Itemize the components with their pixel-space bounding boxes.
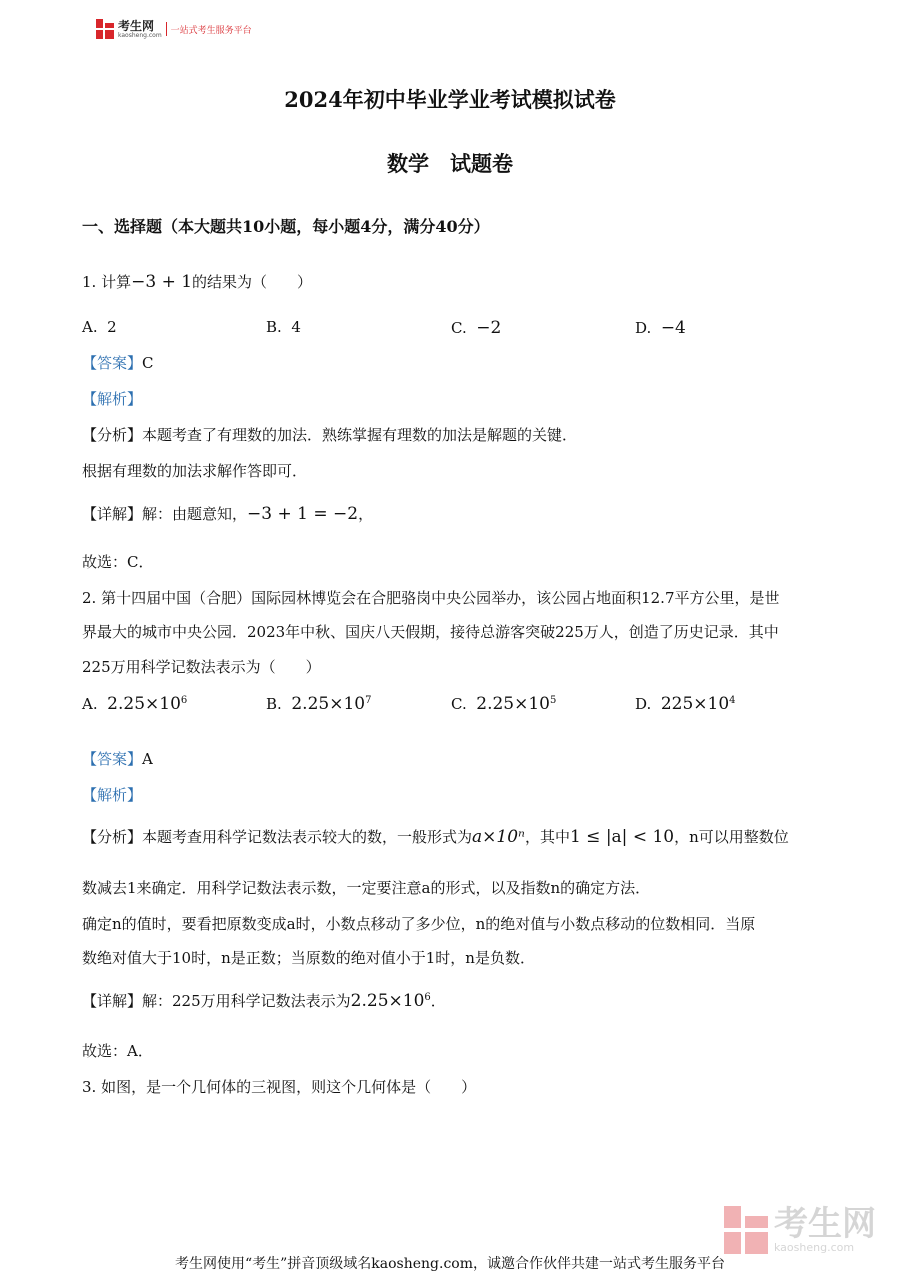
brand-domain: kaosheng.com xyxy=(118,31,162,39)
question-2-option-d: D. $225\times 10^4$ xyxy=(635,694,736,714)
watermark-logo-icon xyxy=(724,1206,768,1254)
question-2-option-c: C. $2.25\times 10^5$ xyxy=(451,694,557,714)
question-1-option-c: C. −2 xyxy=(451,318,502,338)
question-1-conclusion: 故选：C． xyxy=(82,553,154,571)
question-2-line-2: 界最大的城市中央公园．2023年中秋、国庆八天假期，接待总游客突破225万人，创造了历史记录．其中 xyxy=(82,623,779,641)
question-2-analysis-line-b: 数减去1来确定．用科学记数法表示数，一定要注意a的形式，以及指数n的确定方法． xyxy=(82,879,651,897)
logo-divider xyxy=(166,22,167,36)
watermark-name: 考生网 xyxy=(774,1203,876,1244)
question-1-answer: 【答案】C xyxy=(82,354,154,372)
question-2-analysis: 【分析】本题考查用科学记数法表示较大的数，一般形式为a×10ⁿ，其中1 ≤ |a| < 10，n可以用整数位 xyxy=(82,827,789,847)
question-1-analysis-tag: 【解析】 xyxy=(82,390,143,408)
question-3-stem: 3. 如图，是一个几何体的三视图，则这个几何体是（ ） xyxy=(82,1078,477,1096)
brand-slogan: 一站式考生服务平台 xyxy=(170,25,252,36)
brand-logo-icon xyxy=(96,19,114,39)
question-1-detail: 【详解】解：由题意知，−3 + 1 = −2， xyxy=(82,504,374,524)
question-1-option-a: A. 2 xyxy=(82,318,117,336)
question-1-analysis-line2: 根据有理数的加法求解作答即可． xyxy=(82,462,308,480)
question-2-detail: 【详解】解：225万用科学记数法表示为$2.25\times 10^6$． xyxy=(82,991,446,1011)
header-logo xyxy=(96,18,252,40)
question-2-analysis-line-c: 确定n的值时，要看把原数变成a时，小数点移动了多少位，n的绝对值与小数点移动的位数相同．当原 xyxy=(82,915,756,933)
question-2-conclusion: 故选：A． xyxy=(82,1042,153,1060)
question-2-line-1: 2. 第十四届中国（合肥）国际园林博览会在合肥骆岗中央公园举办，该公园占地面积12.7平方公里，是世 xyxy=(82,589,780,607)
question-1-option-d: D. −4 xyxy=(635,318,686,338)
question-1-option-b: B. 4 xyxy=(266,318,301,336)
question-2-answer: 【答案】A xyxy=(82,750,153,768)
question-1-analysis: 【分析】本题考查了有理数的加法．熟练掌握有理数的加法是解题的关键． xyxy=(82,426,578,444)
question-2-line-3: 225万用科学记数法表示为（ ） xyxy=(82,658,321,676)
question-1-stem: 1. 计算−3 + 1的结果为（ ） xyxy=(82,272,313,292)
exam-title: 2024年初中毕业学业考试模拟试卷 xyxy=(284,87,616,112)
question-2-option-a: A. $2.25\times 10^6$ xyxy=(82,694,188,714)
watermark xyxy=(724,1203,876,1254)
page-footer: 考生网使用“考生”拼音顶级域名kaosheng.com，诚邀合作伙伴共建一站式考生服务平台 xyxy=(174,1256,726,1272)
section-heading: 一、选择题（本大题共10小题，每小题4分，满分40分） xyxy=(82,217,490,236)
brand-name: 考生网 xyxy=(118,18,155,33)
exam-subtitle: 数学 试题卷 xyxy=(387,151,513,176)
question-2-option-b: B. $2.25\times 10^7$ xyxy=(266,694,372,714)
question-2-analysis-line-d: 数绝对值大于10时，n是正数；当原数的绝对值小于1时，n是负数． xyxy=(82,949,535,967)
watermark-domain: kaosheng.com xyxy=(774,1240,855,1254)
question-2-analysis-tag: 【解析】 xyxy=(82,786,143,804)
